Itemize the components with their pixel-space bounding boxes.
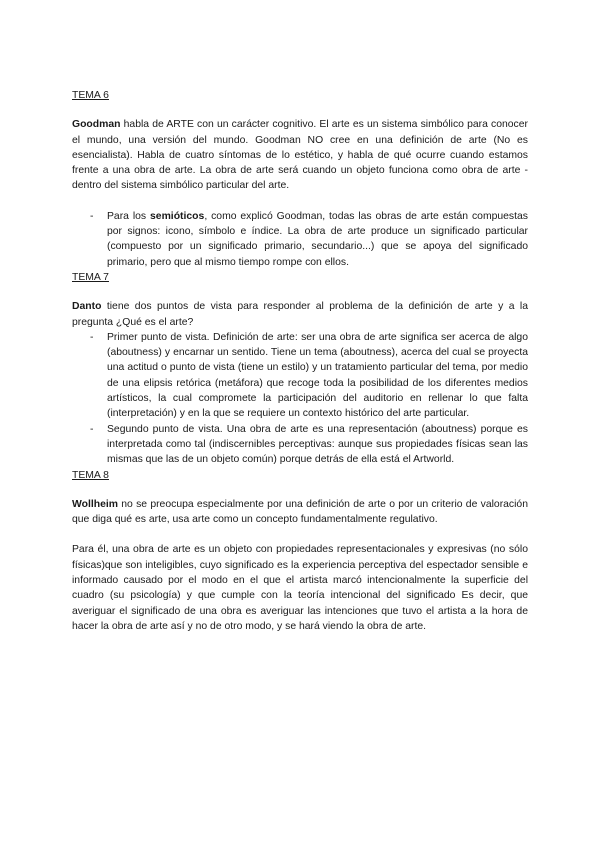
section-heading: TEMA 8 — [72, 469, 109, 481]
paragraph-text: tiene dos puntos de vista para responder al problema de la definición de arte y a la pregunta ¿Qué es el arte? — [72, 301, 528, 328]
author-name: Wollheim — [72, 498, 118, 510]
list-item: - Segundo punto de vista. Una obra de arte es una representación (aboutness) porque es interpretada como tal (indiscernibles perceptivas: aunque sus propiedades físicas sean las mismas que las de un objeto común) porque detrás de ella está el Artworld. — [72, 422, 528, 468]
wollheim-paragraph — [72, 497, 528, 528]
section-heading: TEMA 7 — [72, 271, 109, 283]
list-item: - Primer punto de vista. Definición de arte: ser una obra de arte significa ser acerca de algo (aboutness) y encarnar un sentido. Tiene un tema (aboutness), acerca del cual se proyecta una actitud o punto de vista (tiene un estilo) y un tratamiento particular del tema, por medio de una elipsis retórica (metáfora) que recoge toda la posibilidad de los diferentes medios artísticos, la cual compromete la participación del auditorio en rellenar lo que falta (interpretación) y en la que se requiere un contexto histórico del arte particular. — [72, 330, 528, 422]
goodman-paragraph — [72, 117, 528, 193]
paragraph-text: habla de ARTE con un carácter cognitivo. El arte es un sistema simbólico para conocer el mundo, una versión del mundo. Goodman NO cree en una definición de arte (No es esencialista). Habla de cuatro síntomas de lo estético, y habla de qué ocurre cuando estamos frente a una obra de arte. La obra de arte será cuando un objeto funciona como obra de arte - dentro del sistema simbólico particular del arte. — [72, 119, 528, 192]
author-name: Danto — [72, 301, 102, 313]
danto-paragraph — [72, 299, 528, 330]
document-page — [72, 88, 528, 634]
author-name: Goodman — [72, 119, 121, 131]
section-tema-8 — [72, 468, 528, 635]
list-item — [72, 209, 528, 270]
paragraph-text: Para él, una obra de arte es un objeto con propiedades representacionales y expresivas (no sólo físicas)que son inteligibles, cuyo significado es la experiencia perceptiva del espectador sensible e informado causado por el modo en el que el artista marcó intencionalmente la superficie del cuadro (su psicología) y que cumple con la teoría intencional del significado Es decir, que averiguar el significado de una obra es averiguar las intenciones que tuvo el artista a la hora de hacer la obra de arte así y no de otro modo, y se hará viendo la obra de arte. — [72, 544, 528, 632]
list-item-text: , como explicó Goodman, todas las obras de arte están compuestas por signos: icono, símbolo e índice. La obra de arte produce un significado particular (compuesto por un significado primario, secundario...) que se apoya del significado primario, pero que al mismo tiempo rompe con ellos. — [107, 210, 528, 268]
section-heading: TEMA 6 — [72, 90, 109, 101]
bullet-list — [72, 209, 528, 270]
paragraph-text: no se preocupa especialmente por una definición de arte o por un criterio de valoración que diga qué es arte, usa arte como un concepto fundamentalmente regulativo. — [72, 498, 528, 526]
section-tema-6 — [72, 88, 528, 270]
bullet-list — [72, 330, 528, 468]
section-tema-7 — [72, 270, 528, 468]
list-item-text: Para los — [107, 210, 151, 222]
term-bold: semióticos — [150, 210, 205, 222]
